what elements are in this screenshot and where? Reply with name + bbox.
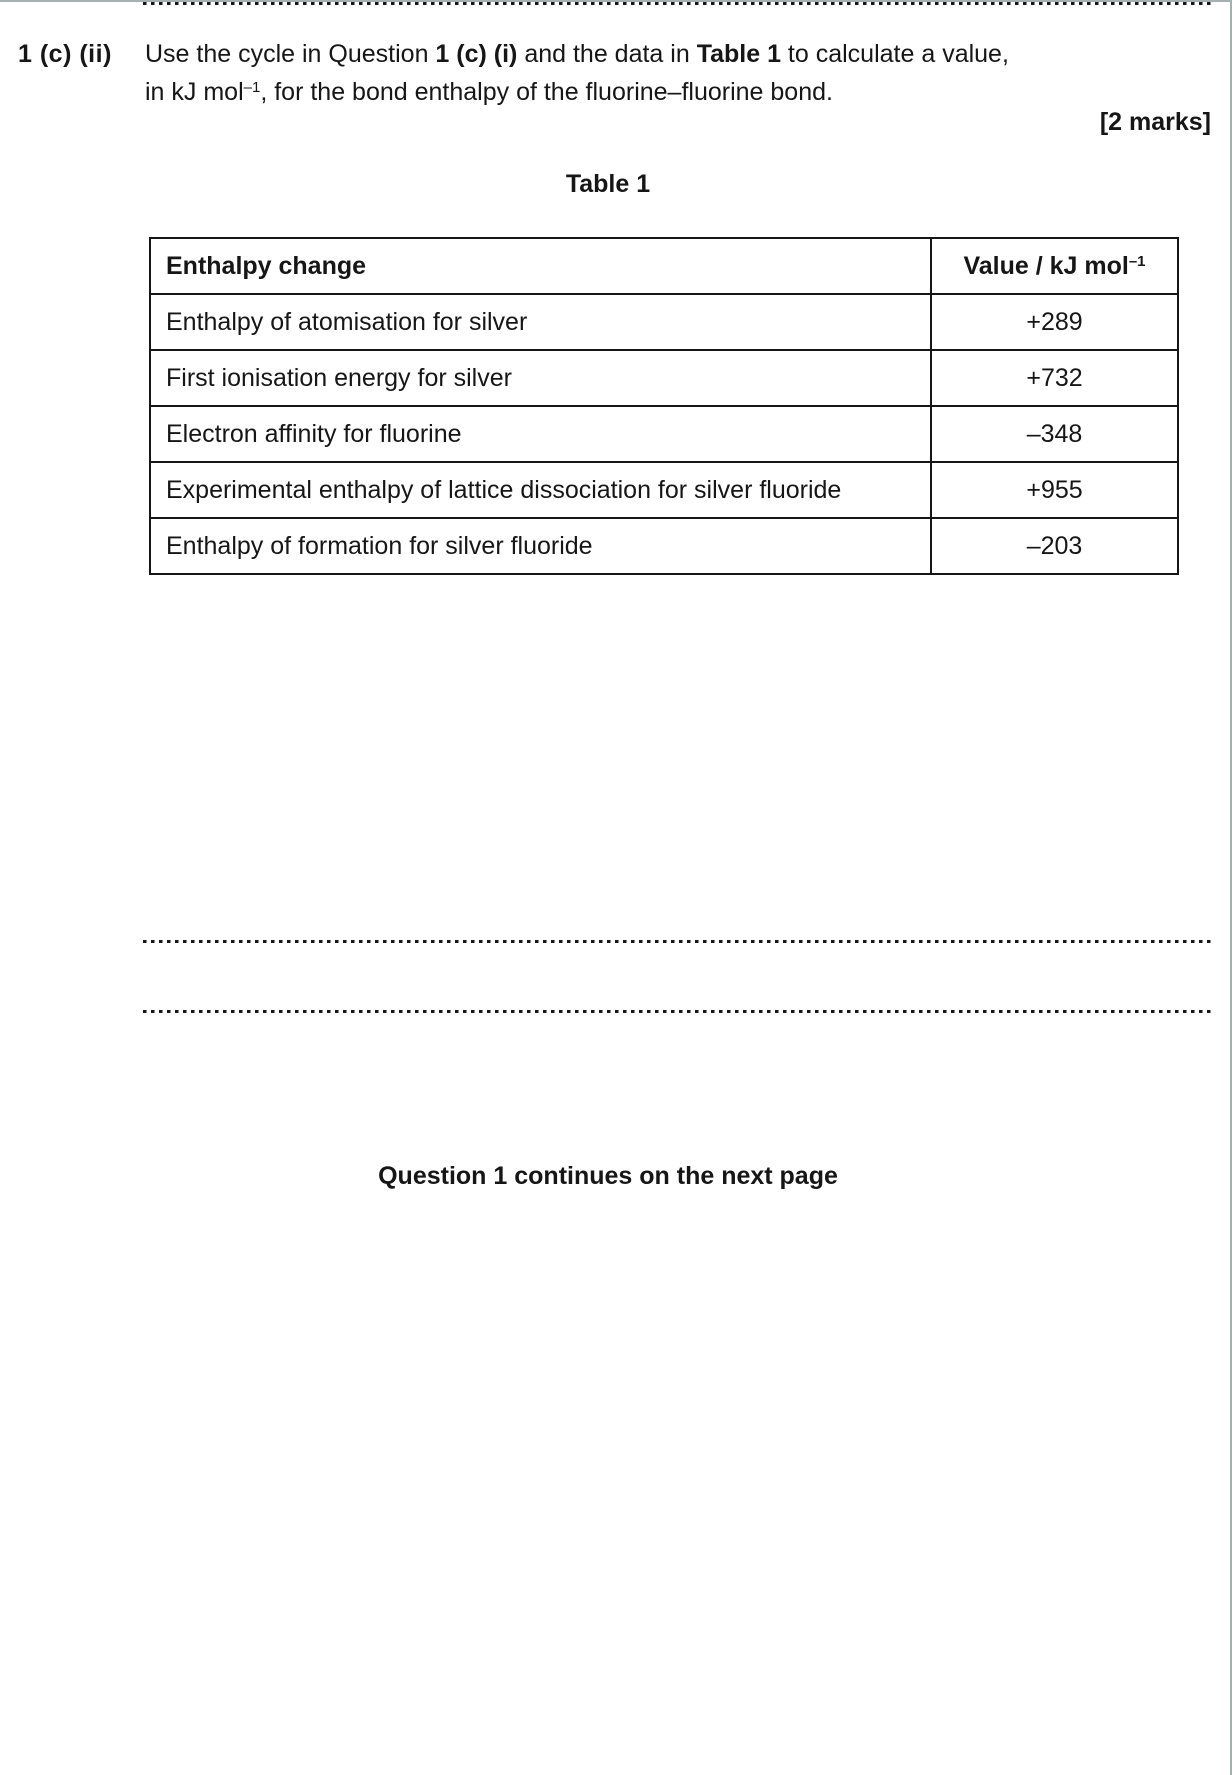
question-number: 1 (c) (ii) (18, 40, 112, 68)
answer-line (143, 2, 1212, 5)
header-enthalpy-change: Enthalpy change (150, 238, 931, 294)
header-units-base: Value / kJ mol (963, 251, 1129, 280)
question-text-segment: Use the cycle in Question (145, 40, 436, 68)
table-row (150, 462, 1178, 518)
row-label: Enthalpy of atomisation for silver (150, 294, 931, 350)
header-value-units (931, 238, 1178, 294)
footer-note: Question 1 continues on the next page (378, 1162, 838, 1190)
question-header (18, 38, 1218, 109)
table-row (150, 518, 1178, 574)
row-label: Experimental enthalpy of lattice dissociation for silver fluoride (150, 462, 931, 518)
question-text-segment: and the data in (517, 40, 697, 68)
row-label: First ionisation energy for silver (150, 350, 931, 406)
row-value: –348 (931, 406, 1178, 462)
question-text-segment: , for the bond enthalpy of the fluorine–fluorine bond. (260, 78, 833, 106)
table-caption: Table 1 (565, 170, 651, 198)
answer-line (143, 1010, 1212, 1013)
data-table (149, 237, 1179, 575)
question-line-1 (145, 38, 1218, 71)
question-text (145, 38, 1218, 109)
marks-label: [2 marks] (1099, 108, 1211, 136)
table-ref-bold: Table 1 (696, 40, 781, 68)
table-header-row (150, 238, 1178, 294)
table-row (150, 294, 1178, 350)
question-text-segment: to calculate a value, (780, 40, 1009, 68)
answer-line (143, 940, 1212, 943)
table-row (150, 350, 1178, 406)
row-value: +955 (931, 462, 1178, 518)
superscript-exponent: –1 (243, 79, 261, 96)
row-value: +289 (931, 294, 1178, 350)
row-value: –203 (931, 518, 1178, 574)
row-label: Enthalpy of formation for silver fluoride (150, 518, 931, 574)
question-text-segment: in kJ mol (145, 78, 244, 106)
question-ref-bold: 1 (c) (i) (435, 40, 518, 68)
row-value: +732 (931, 350, 1178, 406)
table-row (150, 406, 1178, 462)
question-line-2 (145, 71, 1218, 109)
row-label: Electron affinity for fluorine (150, 406, 931, 462)
superscript-exponent: –1 (1128, 252, 1146, 270)
